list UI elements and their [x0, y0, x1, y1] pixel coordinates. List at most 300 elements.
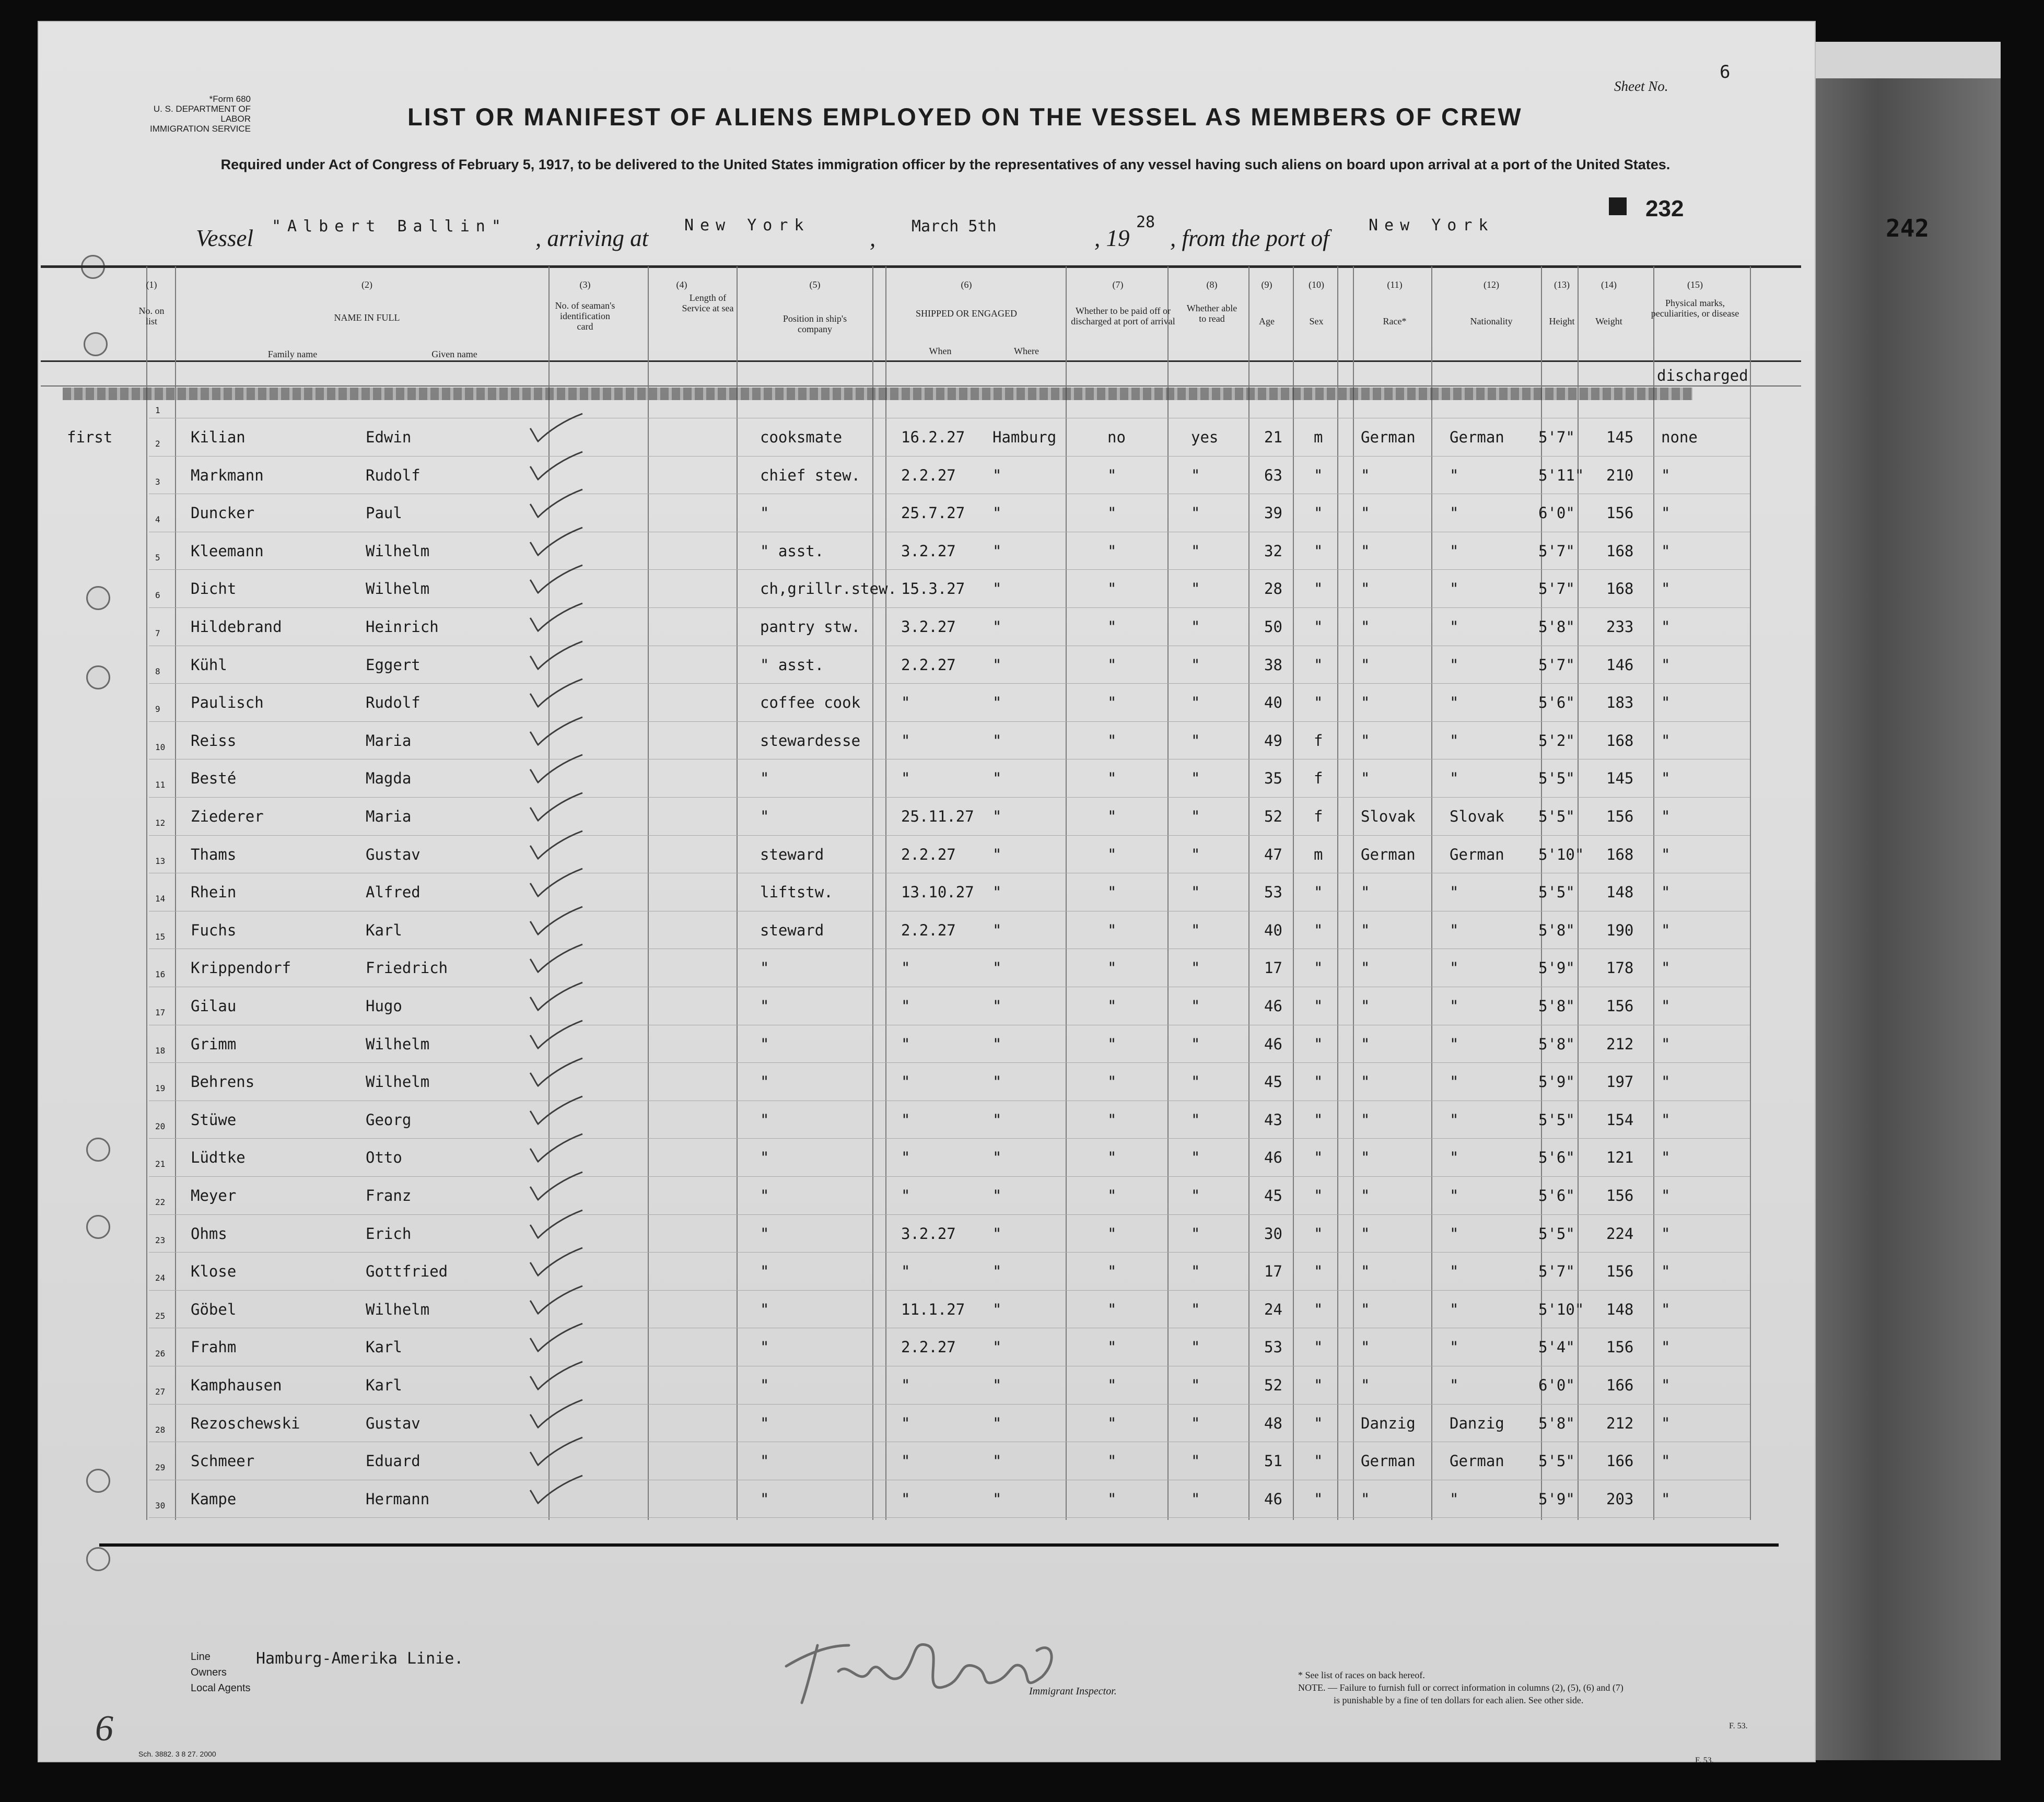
- cell-when: ": [901, 769, 910, 787]
- cell-read: ": [1191, 997, 1200, 1015]
- checkmark-icon: [528, 488, 585, 520]
- row-number: 26: [155, 1349, 166, 1359]
- cell-when: ": [901, 1149, 910, 1166]
- cell-age: 21: [1264, 428, 1282, 446]
- comma-separator: ,: [870, 225, 876, 251]
- cell-family: Ohms: [191, 1225, 227, 1243]
- checkmark-icon: [528, 792, 585, 823]
- row-number: 3: [155, 477, 160, 487]
- cell-age: 17: [1264, 1262, 1282, 1280]
- cell-weight: 156: [1606, 997, 1634, 1015]
- cell-where: Hamburg: [992, 428, 1057, 446]
- checkmark-icon: [528, 1399, 585, 1430]
- cell-position: ": [760, 1073, 769, 1091]
- cell-race: ": [1361, 769, 1370, 787]
- cell-given: Karl: [366, 1338, 402, 1356]
- cell-nationality: ": [1450, 466, 1459, 484]
- cell-height: 5'8": [1538, 618, 1575, 636]
- cell-family: Kühl: [191, 656, 227, 674]
- cell-when: ": [901, 1490, 910, 1508]
- cell-nationality: German: [1450, 428, 1504, 446]
- arrival-date: March 5th: [912, 217, 997, 236]
- cell-weight: 156: [1606, 1262, 1634, 1280]
- header-c1-number: (1): [146, 279, 157, 290]
- form-code-back: F. 53.: [1695, 1756, 1714, 1765]
- cell-weight: 197: [1606, 1073, 1634, 1091]
- cell-nationality: ": [1450, 997, 1459, 1015]
- cell-height: 5'6": [1538, 694, 1575, 711]
- vessel-name: "Albert Ballin": [272, 217, 507, 236]
- cell-paid: ": [1107, 1149, 1117, 1166]
- cell-weight: 156: [1606, 1187, 1634, 1204]
- checkmark-icon: [528, 451, 585, 482]
- cell-sex: m: [1314, 846, 1323, 863]
- header-c10: Sex: [1309, 316, 1324, 326]
- cell-sex: ": [1314, 1376, 1323, 1394]
- cell-position: " asst.: [760, 542, 824, 560]
- cell-weight: 168: [1606, 846, 1634, 863]
- cell-when: 2.2.27: [901, 656, 956, 674]
- checkmark-icon: [528, 1057, 585, 1089]
- table-header-rule-2: [41, 385, 1801, 387]
- cell-height: 5'7": [1538, 542, 1575, 560]
- cell-nationality: ": [1450, 542, 1459, 560]
- cell-marks: ": [1661, 921, 1671, 939]
- cell-age: 48: [1264, 1414, 1282, 1432]
- cell-read: ": [1191, 769, 1200, 787]
- cell-when: ": [901, 1187, 910, 1204]
- cell-position: coffee cook: [760, 694, 861, 711]
- punch-hole: [86, 1547, 110, 1571]
- cell-race: ": [1361, 1035, 1370, 1053]
- cell-race: ": [1361, 959, 1370, 977]
- checkmark-icon: [528, 1171, 585, 1202]
- cell-family: Kamphausen: [191, 1376, 282, 1394]
- cell-paid: no: [1107, 428, 1126, 446]
- cell-where: ": [992, 732, 1002, 750]
- cell-age: 46: [1264, 1149, 1282, 1166]
- cell-family: Frahm: [191, 1338, 237, 1356]
- inspector-signature: [776, 1630, 1068, 1708]
- form-identifier: [136, 94, 251, 134]
- cell-where: ": [992, 1073, 1002, 1091]
- cell-sex: m: [1314, 428, 1323, 446]
- cell-when: 2.2.27: [901, 846, 956, 863]
- table-top-rule: [41, 265, 1801, 268]
- cell-paid: ": [1107, 1187, 1117, 1204]
- manifest-stamp-mark: [1609, 197, 1627, 215]
- cell-position: ": [760, 1111, 769, 1129]
- cell-read: ": [1191, 1073, 1200, 1091]
- cell-height: 5'5": [1538, 1225, 1575, 1243]
- cell-age: 35: [1264, 769, 1282, 787]
- from-port: New York: [1369, 216, 1494, 235]
- cell-race: ": [1361, 1490, 1370, 1508]
- cell-read: ": [1191, 1301, 1200, 1318]
- cell-marks: ": [1661, 959, 1671, 977]
- punch-hole: [84, 332, 108, 356]
- cell-given: Gustav: [366, 1414, 421, 1432]
- cell-where: ": [992, 1149, 1002, 1166]
- cell-read: ": [1191, 732, 1200, 750]
- cell-paid: ": [1107, 732, 1117, 750]
- cell-position: ": [760, 1376, 769, 1394]
- cell-family: Krippendorf: [191, 959, 291, 977]
- checkmark-icon: [528, 906, 585, 937]
- punch-hole: [86, 665, 110, 689]
- owners-label: Owners: [191, 1667, 227, 1678]
- cell-age: 30: [1264, 1225, 1282, 1243]
- struck-out-row-1: [63, 388, 1692, 400]
- row-number: 13: [155, 856, 166, 866]
- column-rule: [1066, 266, 1067, 1520]
- row-number: 23: [155, 1235, 166, 1245]
- cell-position: ": [760, 1414, 769, 1432]
- cell-when: 3.2.27: [901, 618, 956, 636]
- header-c13: Height: [1549, 316, 1575, 326]
- cell-height: 5'10": [1538, 1301, 1584, 1318]
- cell-paid: ": [1107, 883, 1117, 901]
- punch-hole: [86, 586, 110, 610]
- checkmark-icon: [528, 564, 585, 595]
- cell-paid: ": [1107, 1452, 1117, 1470]
- cell-height: 5'7": [1538, 1262, 1575, 1280]
- cell-sex: ": [1314, 542, 1323, 560]
- cell-read: ": [1191, 1149, 1200, 1166]
- cell-weight: 178: [1606, 959, 1634, 977]
- cell-when: ": [901, 732, 910, 750]
- cell-position: ": [760, 504, 769, 522]
- line-label: Line: [191, 1651, 211, 1663]
- cell-read: ": [1191, 1490, 1200, 1508]
- cell-when: 2.2.27: [901, 1338, 956, 1356]
- cell-where: ": [992, 504, 1002, 522]
- row-number: 19: [155, 1083, 166, 1093]
- cell-read: ": [1191, 1225, 1200, 1243]
- checkmark-icon: [528, 868, 585, 899]
- cell-when: 13.10.27: [901, 883, 974, 901]
- form-number: *Form 680: [209, 94, 251, 104]
- cell-weight: 156: [1606, 808, 1634, 825]
- cell-age: 24: [1264, 1301, 1282, 1318]
- cell-read: ": [1191, 580, 1200, 598]
- cell-when: ": [901, 1376, 910, 1394]
- cell-weight: 145: [1606, 769, 1634, 787]
- cell-marks: ": [1661, 1338, 1671, 1356]
- header-c7-number: (7): [1112, 279, 1124, 290]
- checkmark-icon: [528, 1285, 585, 1316]
- arriving-port: New York: [684, 216, 810, 235]
- cell-age: 39: [1264, 504, 1282, 522]
- cell-height: 5'4": [1538, 1338, 1575, 1356]
- cell-weight: 156: [1606, 1338, 1634, 1356]
- cell-sex: f: [1314, 769, 1323, 787]
- row-number: 29: [155, 1462, 166, 1472]
- header-c2b: Given name: [431, 349, 477, 359]
- row-number: 21: [155, 1159, 166, 1169]
- cell-when: 25.11.27: [901, 808, 974, 825]
- cell-race: ": [1361, 1376, 1370, 1394]
- header-c2-number: (2): [361, 279, 372, 290]
- cell-family: Rezoschewski: [191, 1414, 300, 1432]
- cell-where: ": [992, 846, 1002, 863]
- footnote-races: * See list of races on back hereof.: [1298, 1670, 1425, 1680]
- checkmark-icon: [528, 413, 585, 444]
- cell-weight: 145: [1606, 428, 1634, 446]
- table-bottom-rule: [99, 1543, 1779, 1547]
- cell-weight: 183: [1606, 694, 1634, 711]
- cell-race: ": [1361, 883, 1370, 901]
- cell-race: ": [1361, 1073, 1370, 1091]
- row-number: 17: [155, 1008, 166, 1017]
- cell-where: ": [992, 542, 1002, 560]
- cell-nationality: ": [1450, 883, 1459, 901]
- checkmark-icon: [528, 1209, 585, 1241]
- row-rule: [149, 569, 1750, 570]
- cell-position: steward: [760, 846, 824, 863]
- cell-height: 5'8": [1538, 1035, 1575, 1053]
- footnote: [1298, 1669, 1779, 1706]
- cell-height: 5'9": [1538, 1073, 1575, 1091]
- cell-where: ": [992, 997, 1002, 1015]
- cell-given: Heinrich: [366, 618, 439, 636]
- cell-where: ": [992, 1376, 1002, 1394]
- underlying-sheet-edge: [1797, 42, 2001, 78]
- cell-nationality: ": [1450, 1301, 1459, 1318]
- cell-where: ": [992, 1035, 1002, 1053]
- header-c11-number: (11): [1387, 279, 1403, 290]
- cell-sex: ": [1314, 1338, 1323, 1356]
- vessel-label: Vessel: [196, 225, 253, 251]
- cell-nationality: Danzig: [1450, 1414, 1504, 1432]
- cell-weight: 224: [1606, 1225, 1634, 1243]
- cell-paid: ": [1107, 1338, 1117, 1356]
- cell-age: 38: [1264, 656, 1282, 674]
- checkmark-icon: [528, 754, 585, 785]
- cell-when: 2.2.27: [901, 466, 956, 484]
- cell-paid: ": [1107, 1073, 1117, 1091]
- header-c5-number: (5): [809, 279, 821, 290]
- cell-read: ": [1191, 1414, 1200, 1432]
- cell-sex: ": [1314, 959, 1323, 977]
- cell-nationality: ": [1450, 1490, 1459, 1508]
- cell-race: ": [1361, 997, 1370, 1015]
- cell-age: 52: [1264, 808, 1282, 825]
- cell-age: 28: [1264, 580, 1282, 598]
- cell-when: ": [901, 1262, 910, 1280]
- cell-position: ": [760, 997, 769, 1015]
- row-number: 20: [155, 1121, 166, 1131]
- cell-height: 6'0": [1538, 504, 1575, 522]
- cell-age: 52: [1264, 1376, 1282, 1394]
- cell-family: Ziederer: [191, 808, 264, 825]
- column-rule: [1431, 266, 1432, 1520]
- column-rule: [1337, 266, 1338, 1520]
- cell-marks: ": [1661, 1452, 1671, 1470]
- column-rule: [1167, 266, 1169, 1520]
- checkmark-icon: [528, 981, 585, 1013]
- cell-family: Schmeer: [191, 1452, 255, 1470]
- cell-nationality: ": [1450, 1035, 1459, 1053]
- cell-family: Stüwe: [191, 1111, 237, 1129]
- cell-paid: ": [1107, 921, 1117, 939]
- cell-paid: ": [1107, 1111, 1117, 1129]
- cell-given: Eduard: [366, 1452, 421, 1470]
- row-number: 5: [155, 553, 160, 563]
- cell-read: ": [1191, 1338, 1200, 1356]
- cell-when: 16.2.27: [901, 428, 965, 446]
- cell-weight: 166: [1606, 1452, 1634, 1470]
- cell-marks: ": [1661, 1225, 1671, 1243]
- cell-position: " asst.: [760, 656, 824, 674]
- row-number: 24: [155, 1273, 166, 1283]
- cell-position: liftstw.: [760, 883, 833, 901]
- table-header-rule: [41, 360, 1801, 362]
- row-number: 1: [155, 405, 160, 415]
- row-rule: [149, 1517, 1750, 1518]
- cell-family: Kleemann: [191, 542, 264, 560]
- column-rule: [1293, 266, 1294, 1520]
- cell-weight: 190: [1606, 921, 1634, 939]
- row-rule: [149, 721, 1750, 722]
- header-c7: Whether to be paid off or discharged at port of arrival: [1071, 306, 1175, 326]
- checkmark-icon: [528, 1436, 585, 1468]
- cell-race: ": [1361, 618, 1370, 636]
- row-number: 2: [155, 439, 160, 449]
- cell-given: Maria: [366, 808, 412, 825]
- cell-race: ": [1361, 542, 1370, 560]
- cell-marks: ": [1661, 846, 1671, 863]
- cell-given: Maria: [366, 732, 412, 750]
- cell-when: ": [901, 1452, 910, 1470]
- cell-read: ": [1191, 959, 1200, 977]
- header-c6a: When: [929, 346, 952, 356]
- header-c5: Position in ship's company: [782, 313, 847, 334]
- cell-where: ": [992, 656, 1002, 674]
- cell-given: Gottfried: [366, 1262, 448, 1280]
- checkmark-icon: [528, 943, 585, 975]
- cell-where: ": [992, 694, 1002, 711]
- row-rule: [149, 1176, 1750, 1177]
- row-rule: [149, 1290, 1750, 1291]
- cell-position: ": [760, 1187, 769, 1204]
- cell-read: ": [1191, 1187, 1200, 1204]
- cell-height: 6'0": [1538, 1376, 1575, 1394]
- cell-nationality: ": [1450, 1149, 1459, 1166]
- cell-position: ": [760, 1490, 769, 1508]
- column-rule: [1353, 266, 1354, 1520]
- cell-nationality: ": [1450, 580, 1459, 598]
- cell-sex: ": [1314, 1111, 1323, 1129]
- cell-family: Klose: [191, 1262, 237, 1280]
- cell-sex: ": [1314, 921, 1323, 939]
- cell-given: Wilhelm: [366, 542, 430, 560]
- cell-sex: ": [1314, 1490, 1323, 1508]
- inspector-label: Immigrant Inspector.: [1029, 1686, 1117, 1697]
- column-rule: [1578, 266, 1579, 1520]
- row-number: 14: [155, 894, 166, 904]
- cell-given: Wilhelm: [366, 580, 430, 598]
- cell-marks: ": [1661, 1073, 1671, 1091]
- column-rule: [175, 266, 176, 1520]
- row-rule: [149, 1214, 1750, 1215]
- cell-race: ": [1361, 921, 1370, 939]
- cell-when: 3.2.27: [901, 542, 956, 560]
- row-rule: [149, 1138, 1750, 1139]
- row-number: 8: [155, 666, 160, 676]
- cell-height: 5'5": [1538, 883, 1575, 901]
- cell-nationality: ": [1450, 769, 1459, 787]
- column-rule: [737, 266, 738, 1520]
- cell-weight: 212: [1606, 1035, 1634, 1053]
- cell-given: Eggert: [366, 656, 421, 674]
- vessel-line: [196, 213, 1763, 256]
- cell-marks: ": [1661, 466, 1671, 484]
- cell-height: 5'5": [1538, 808, 1575, 825]
- cell-nationality: German: [1450, 1452, 1504, 1470]
- cell-when: 2.2.27: [901, 921, 956, 939]
- header-c12: Nationality: [1470, 316, 1513, 326]
- cell-age: 50: [1264, 618, 1282, 636]
- cell-read: ": [1191, 1452, 1200, 1470]
- cell-race: ": [1361, 1187, 1370, 1204]
- cell-weight: 121: [1606, 1149, 1634, 1166]
- header-c4-number: (4): [676, 279, 687, 290]
- cell-marks: ": [1661, 732, 1671, 750]
- cell-race: ": [1361, 1262, 1370, 1280]
- cell-paid: ": [1107, 1490, 1117, 1508]
- cell-marks: none: [1661, 428, 1698, 446]
- row-rule: [149, 1062, 1750, 1063]
- cell-family: Meyer: [191, 1187, 237, 1204]
- cell-weight: 233: [1606, 618, 1634, 636]
- punch-hole: [86, 1138, 110, 1162]
- checkmark-icon: [528, 602, 585, 634]
- cell-read: yes: [1191, 428, 1219, 446]
- row-rule: [149, 835, 1750, 836]
- checkmark-icon: [528, 1361, 585, 1392]
- footer-labels: [191, 1643, 251, 1703]
- cell-marks: ": [1661, 1301, 1671, 1318]
- cell-when: ": [901, 1035, 910, 1053]
- row-number: 22: [155, 1197, 166, 1207]
- cell-position: chief stew.: [760, 466, 861, 484]
- cell-age: 45: [1264, 1073, 1282, 1091]
- header-c2a: Family name: [267, 349, 318, 359]
- cell-marks: ": [1661, 1149, 1671, 1166]
- cell-position: ": [760, 1149, 769, 1166]
- cell-sex: ": [1314, 466, 1323, 484]
- cell-nationality: ": [1450, 504, 1459, 522]
- punch-hole: [86, 1215, 110, 1239]
- cell-weight: 168: [1606, 732, 1634, 750]
- cell-marks: ": [1661, 1187, 1671, 1204]
- cell-marks: ": [1661, 1414, 1671, 1432]
- cell-nationality: ": [1450, 921, 1459, 939]
- cell-where: ": [992, 1111, 1002, 1129]
- cell-where: ": [992, 959, 1002, 977]
- cell-sex: ": [1314, 1035, 1323, 1053]
- cell-age: 47: [1264, 846, 1282, 863]
- cell-given: Karl: [366, 921, 402, 939]
- header-c12-number: (12): [1484, 279, 1499, 290]
- cell-family: Kilian: [191, 428, 246, 446]
- cell-read: ": [1191, 1035, 1200, 1053]
- checkmark-icon: [528, 1133, 585, 1164]
- cell-when: ": [901, 1414, 910, 1432]
- cell-family: Fuchs: [191, 921, 237, 939]
- cell-where: ": [992, 769, 1002, 787]
